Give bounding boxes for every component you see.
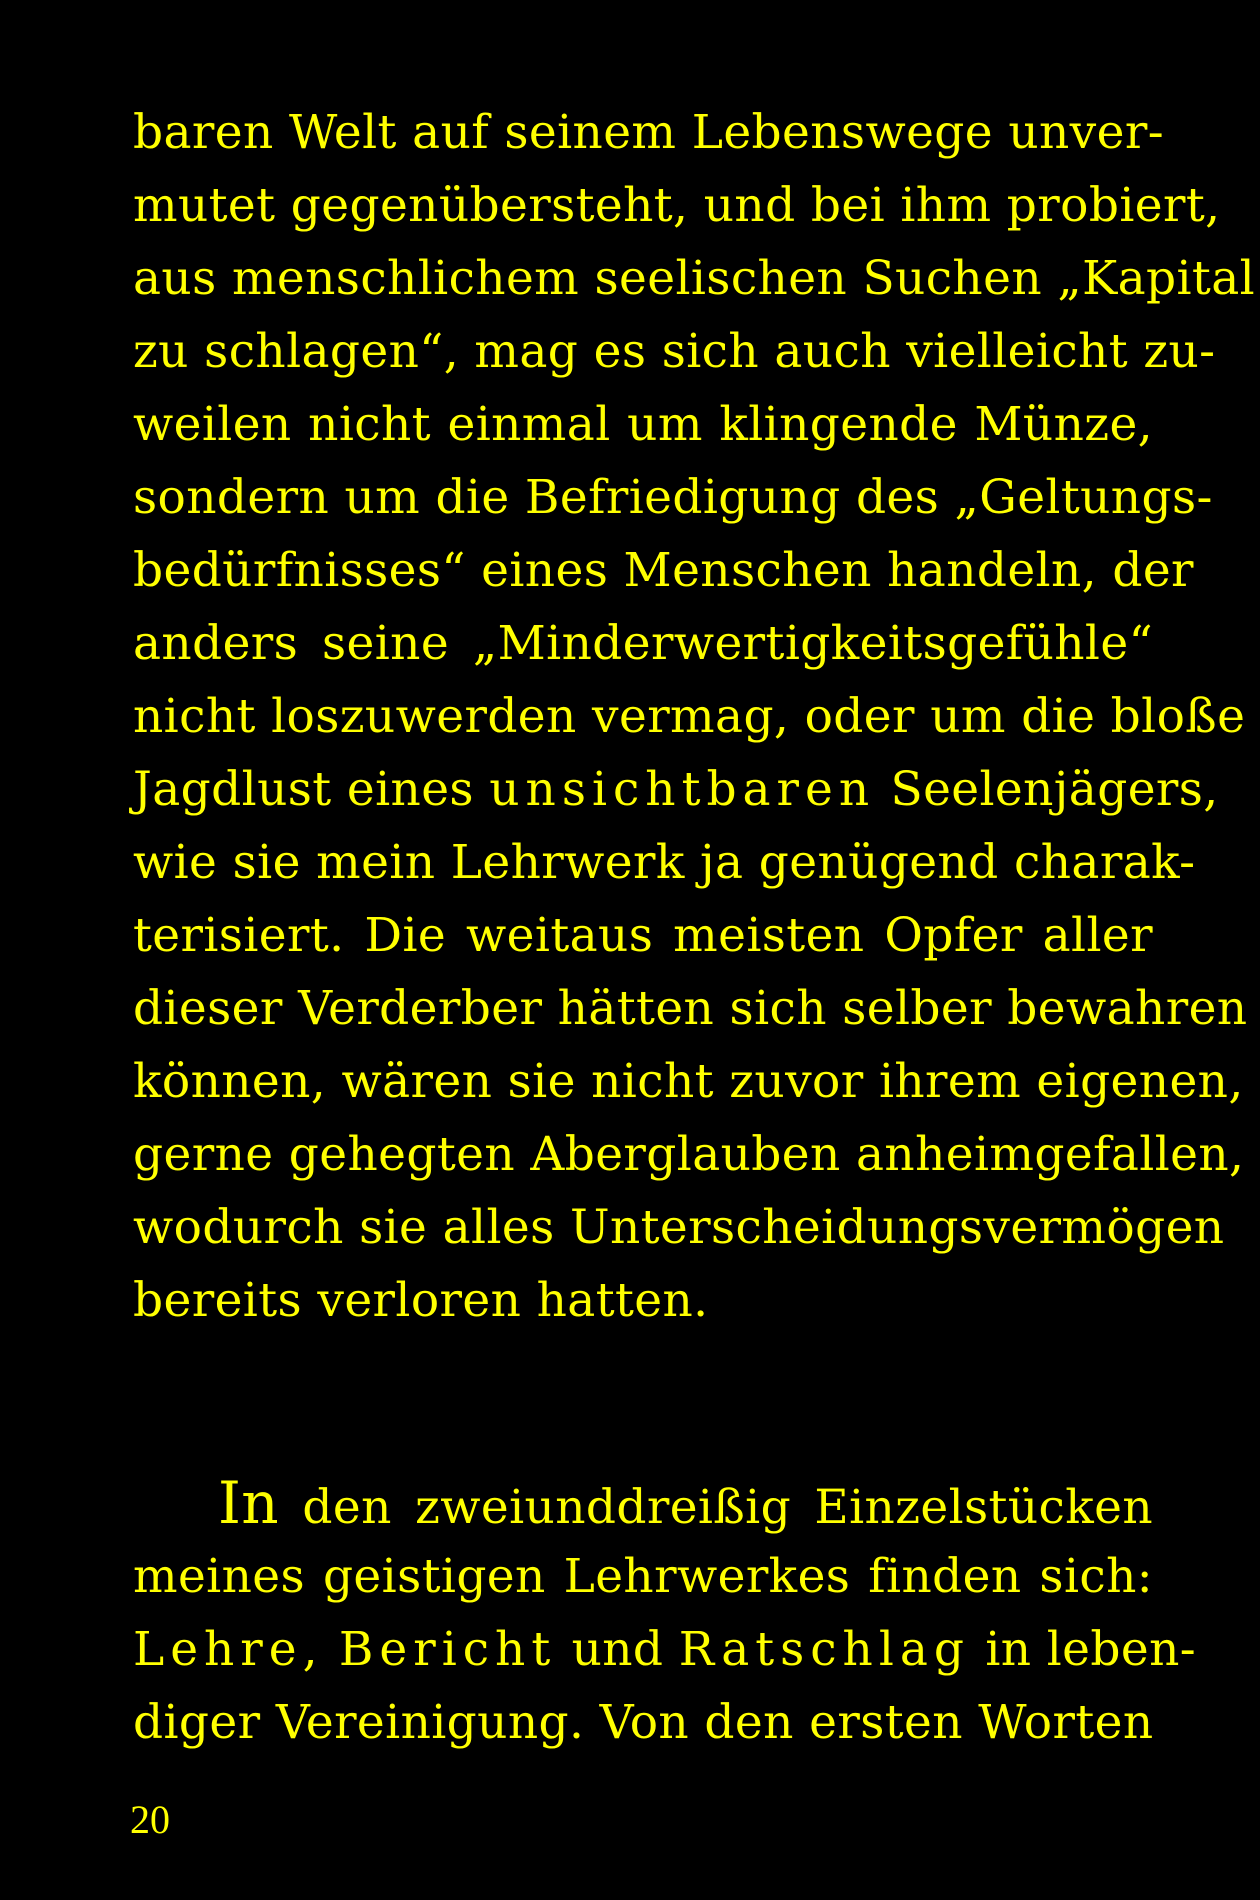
initial-letters: In <box>218 1469 280 1537</box>
emphasized-word: unsichtbaren <box>489 762 876 817</box>
text-line: weilen nicht einmal um klingende Münze, <box>133 397 1153 452</box>
text-segment: und <box>571 1622 664 1677</box>
text-line <box>133 1467 1153 1540</box>
text-line: meines geistigen Lehrwerkes finden sich: <box>133 1549 1153 1604</box>
text-segment: Seelenjägers, <box>890 762 1219 817</box>
text-line <box>133 1613 1197 1686</box>
text-line <box>133 753 1219 826</box>
text-line: bedürfnisses“ eines Menschen handeln, der <box>133 543 1194 598</box>
text-segment: den zweiunddreißig Einzelstücken <box>302 1480 1153 1535</box>
emphasized-word: Bericht <box>338 1622 557 1677</box>
text-line: können, wären sie nicht zuvor ihrem eigenen, <box>133 1054 1244 1109</box>
text-line: sondern um die Befriedigung des „Geltungs- <box>133 470 1213 525</box>
paragraph-2 <box>133 1467 1197 1759</box>
text-line: anders seine „Minderwertigkeitsgefühle“ <box>133 616 1153 671</box>
text-segment: in leben- <box>985 1622 1197 1677</box>
page-number: 20 <box>130 1797 170 1842</box>
text-line: terisiert. Die weitaus meisten Opfer aller <box>133 908 1153 963</box>
text-line: gerne gehegten Aberglauben anheimgefallen, <box>133 1127 1245 1182</box>
text-line: bereits verloren hatten. <box>133 1273 709 1328</box>
text-line: diger Vereinigung. Von den ersten Worten <box>133 1695 1154 1750</box>
emphasized-word: Lehre, <box>133 1622 324 1677</box>
paragraph-1 <box>133 96 1256 1337</box>
text-line: baren Welt auf seinem Lebenswege unver- <box>133 105 1164 160</box>
text-line: nicht loszuwerden vermag, oder um die bloße <box>133 689 1246 744</box>
text-line: zu schlagen“, mag es sich auch vielleicht zu- <box>133 324 1216 379</box>
text-line: wodurch sie alles Unterscheidungsvermögen <box>133 1200 1225 1255</box>
text-line: dieser Verderber hätten sich selber bewahren <box>133 981 1248 1036</box>
text-line: wie sie mein Lehrwerk ja genügend charak- <box>133 835 1196 890</box>
emphasized-word: Ratschlag <box>678 1622 970 1677</box>
text-segment: Jagdlust eines <box>133 762 474 817</box>
text-line: mutet gegenübersteht, und bei ihm probiert, <box>133 178 1221 233</box>
text-line: aus menschlichem seelischen Suchen „Kapital <box>133 251 1256 306</box>
